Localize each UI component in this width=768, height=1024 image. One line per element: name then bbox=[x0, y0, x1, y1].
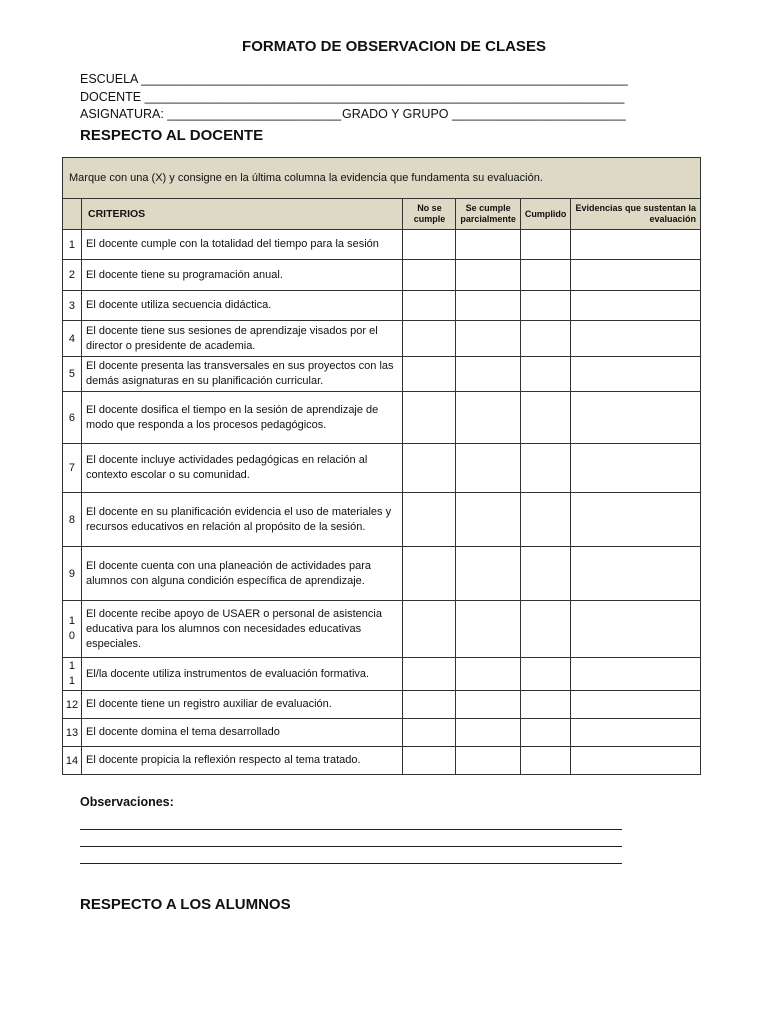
section-alumnos-heading: RESPECTO A LOS ALUMNOS bbox=[80, 896, 291, 913]
escuela-field[interactable]: ESCUELA ______________________________________________________________________ bbox=[80, 72, 628, 86]
row-criterion-text: El docente cumple con la totalidad del tiempo para la sesión bbox=[81, 230, 403, 260]
row-evidencias-cell[interactable] bbox=[571, 291, 701, 321]
row-no-cumple-cell[interactable] bbox=[403, 747, 456, 775]
table-row bbox=[63, 230, 701, 260]
row-no-cumple-cell[interactable] bbox=[403, 291, 456, 321]
row-criterion-text: El docente domina el tema desarrollado bbox=[81, 719, 403, 747]
table-row bbox=[63, 357, 701, 392]
row-evidencias-cell[interactable] bbox=[571, 747, 701, 775]
table-row bbox=[63, 260, 701, 291]
row-parcial-cell[interactable] bbox=[456, 260, 521, 291]
row-criterion-text: El docente dosifica el tiempo en la sesión de aprendizaje de modo que responda a los procesos pedagógicos. bbox=[81, 392, 403, 444]
header-criterios: CRITERIOS bbox=[81, 199, 403, 230]
row-parcial-cell[interactable] bbox=[456, 493, 521, 547]
row-parcial-cell[interactable] bbox=[456, 658, 521, 691]
row-no-cumple-cell[interactable] bbox=[403, 357, 456, 392]
row-criterion-text: El docente tiene sus sesiones de aprendizaje visados por el director o presidente de academia. bbox=[81, 321, 403, 357]
asignatura-field[interactable]: ASIGNATURA: _________________________ bbox=[80, 107, 342, 121]
row-criterion-text: El docente cuenta con una planeación de actividades para alumnos con alguna condición específica de aprendizaje. bbox=[81, 547, 403, 601]
row-evidencias-cell[interactable] bbox=[571, 260, 701, 291]
table-row bbox=[63, 658, 701, 691]
table-row bbox=[63, 291, 701, 321]
row-evidencias-cell[interactable] bbox=[571, 691, 701, 719]
row-number: 6 bbox=[63, 392, 82, 444]
row-parcial-cell[interactable] bbox=[456, 230, 521, 260]
row-parcial-cell[interactable] bbox=[456, 719, 521, 747]
row-criterion-text: El docente tiene su programación anual. bbox=[81, 260, 403, 291]
row-number: 13 bbox=[63, 719, 82, 747]
row-cumplido-cell[interactable] bbox=[520, 719, 571, 747]
row-evidencias-cell[interactable] bbox=[571, 601, 701, 658]
row-cumplido-cell[interactable] bbox=[520, 691, 571, 719]
table-row bbox=[63, 719, 701, 747]
row-cumplido-cell[interactable] bbox=[520, 321, 571, 357]
row-parcial-cell[interactable] bbox=[456, 601, 521, 658]
criteria-table bbox=[62, 157, 701, 775]
instructions-cell: Marque con una (X) y consigne en la última columna la evidencia que fundamenta su evaluación. bbox=[63, 158, 701, 199]
table-row bbox=[63, 493, 701, 547]
row-evidencias-cell[interactable] bbox=[571, 658, 701, 691]
row-cumplido-cell[interactable] bbox=[520, 444, 571, 493]
row-no-cumple-cell[interactable] bbox=[403, 691, 456, 719]
table-row bbox=[63, 547, 701, 601]
row-cumplido-cell[interactable] bbox=[520, 230, 571, 260]
observaciones-line-3[interactable] bbox=[80, 863, 622, 864]
page-title: FORMATO DE OBSERVACION DE CLASES bbox=[242, 38, 546, 55]
table-row bbox=[63, 747, 701, 775]
row-parcial-cell[interactable] bbox=[456, 392, 521, 444]
row-parcial-cell[interactable] bbox=[456, 444, 521, 493]
row-cumplido-cell[interactable] bbox=[520, 260, 571, 291]
row-evidencias-cell[interactable] bbox=[571, 547, 701, 601]
observaciones-line-2[interactable] bbox=[80, 846, 622, 847]
header-parcial: Se cumple parcialmente bbox=[456, 199, 521, 230]
observaciones-label: Observaciones: bbox=[80, 795, 174, 809]
row-criterion-text: El docente en su planificación evidencia el uso de materiales y recursos educativos en relación al propósito de la sesión. bbox=[81, 493, 403, 547]
row-evidencias-cell[interactable] bbox=[571, 444, 701, 493]
row-criterion-text: El docente presenta las transversales en sus proyectos con las demás asignaturas en su planificación curricular. bbox=[81, 357, 403, 392]
row-number: 12 bbox=[63, 691, 82, 719]
row-number: 3 bbox=[63, 291, 82, 321]
row-evidencias-cell[interactable] bbox=[571, 392, 701, 444]
row-parcial-cell[interactable] bbox=[456, 747, 521, 775]
row-evidencias-cell[interactable] bbox=[571, 357, 701, 392]
row-cumplido-cell[interactable] bbox=[520, 392, 571, 444]
row-no-cumple-cell[interactable] bbox=[403, 601, 456, 658]
row-number: 7 bbox=[63, 444, 82, 493]
row-parcial-cell[interactable] bbox=[456, 691, 521, 719]
table-row bbox=[63, 321, 701, 357]
row-number: 1 bbox=[63, 230, 82, 260]
row-cumplido-cell[interactable] bbox=[520, 747, 571, 775]
row-cumplido-cell[interactable] bbox=[520, 658, 571, 691]
row-evidencias-cell[interactable] bbox=[571, 719, 701, 747]
row-parcial-cell[interactable] bbox=[456, 547, 521, 601]
row-no-cumple-cell[interactable] bbox=[403, 392, 456, 444]
row-cumplido-cell[interactable] bbox=[520, 547, 571, 601]
table-row bbox=[63, 444, 701, 493]
row-no-cumple-cell[interactable] bbox=[403, 658, 456, 691]
row-parcial-cell[interactable] bbox=[456, 291, 521, 321]
row-number: 1 0 bbox=[63, 601, 82, 658]
row-parcial-cell[interactable] bbox=[456, 357, 521, 392]
row-cumplido-cell[interactable] bbox=[520, 357, 571, 392]
docente-field[interactable]: DOCENTE _____________________________________________________________________ bbox=[80, 90, 625, 104]
header-cumplido: Cumplido bbox=[520, 199, 571, 230]
row-no-cumple-cell[interactable] bbox=[403, 719, 456, 747]
row-number: 5 bbox=[63, 357, 82, 392]
row-no-cumple-cell[interactable] bbox=[403, 444, 456, 493]
row-evidencias-cell[interactable] bbox=[571, 493, 701, 547]
row-no-cumple-cell[interactable] bbox=[403, 230, 456, 260]
section-docente-heading: RESPECTO AL DOCENTE bbox=[80, 127, 264, 144]
header-no-cumple: No se cumple bbox=[403, 199, 456, 230]
row-no-cumple-cell[interactable] bbox=[403, 321, 456, 357]
row-cumplido-cell[interactable] bbox=[520, 601, 571, 658]
table-row bbox=[63, 392, 701, 444]
row-no-cumple-cell[interactable] bbox=[403, 260, 456, 291]
row-number: 14 bbox=[63, 747, 82, 775]
row-cumplido-cell[interactable] bbox=[520, 291, 571, 321]
row-cumplido-cell[interactable] bbox=[520, 493, 571, 547]
row-number: 8 bbox=[63, 493, 82, 547]
grado-grupo-field[interactable]: GRADO Y GRUPO _________________________ bbox=[342, 107, 626, 121]
table-row bbox=[63, 601, 701, 658]
row-number: 1 1 bbox=[63, 658, 82, 691]
header-evidencias: Evidencias que sustentan la evaluación bbox=[571, 199, 701, 230]
row-criterion-text: El docente recibe apoyo de USAER o personal de asistencia educativa para los alumnos con necesidades educativas especiales. bbox=[81, 601, 403, 658]
table-row bbox=[63, 691, 701, 719]
observaciones-line-1[interactable] bbox=[80, 829, 622, 830]
row-criterion-text: El docente propicia la reflexión respecto al tema tratado. bbox=[81, 747, 403, 775]
row-evidencias-cell[interactable] bbox=[571, 230, 701, 260]
row-number: 2 bbox=[63, 260, 82, 291]
row-no-cumple-cell[interactable] bbox=[403, 547, 456, 601]
row-parcial-cell[interactable] bbox=[456, 321, 521, 357]
row-number: 9 bbox=[63, 547, 82, 601]
row-no-cumple-cell[interactable] bbox=[403, 493, 456, 547]
row-criterion-text: El/la docente utiliza instrumentos de evaluación formativa. bbox=[81, 658, 403, 691]
row-criterion-text: El docente tiene un registro auxiliar de evaluación. bbox=[81, 691, 403, 719]
header-num-cell bbox=[63, 199, 82, 230]
row-criterion-text: El docente utiliza secuencia didáctica. bbox=[81, 291, 403, 321]
row-number: 4 bbox=[63, 321, 82, 357]
row-evidencias-cell[interactable] bbox=[571, 321, 701, 357]
row-criterion-text: El docente incluye actividades pedagógicas en relación al contexto escolar o su comunidad. bbox=[81, 444, 403, 493]
